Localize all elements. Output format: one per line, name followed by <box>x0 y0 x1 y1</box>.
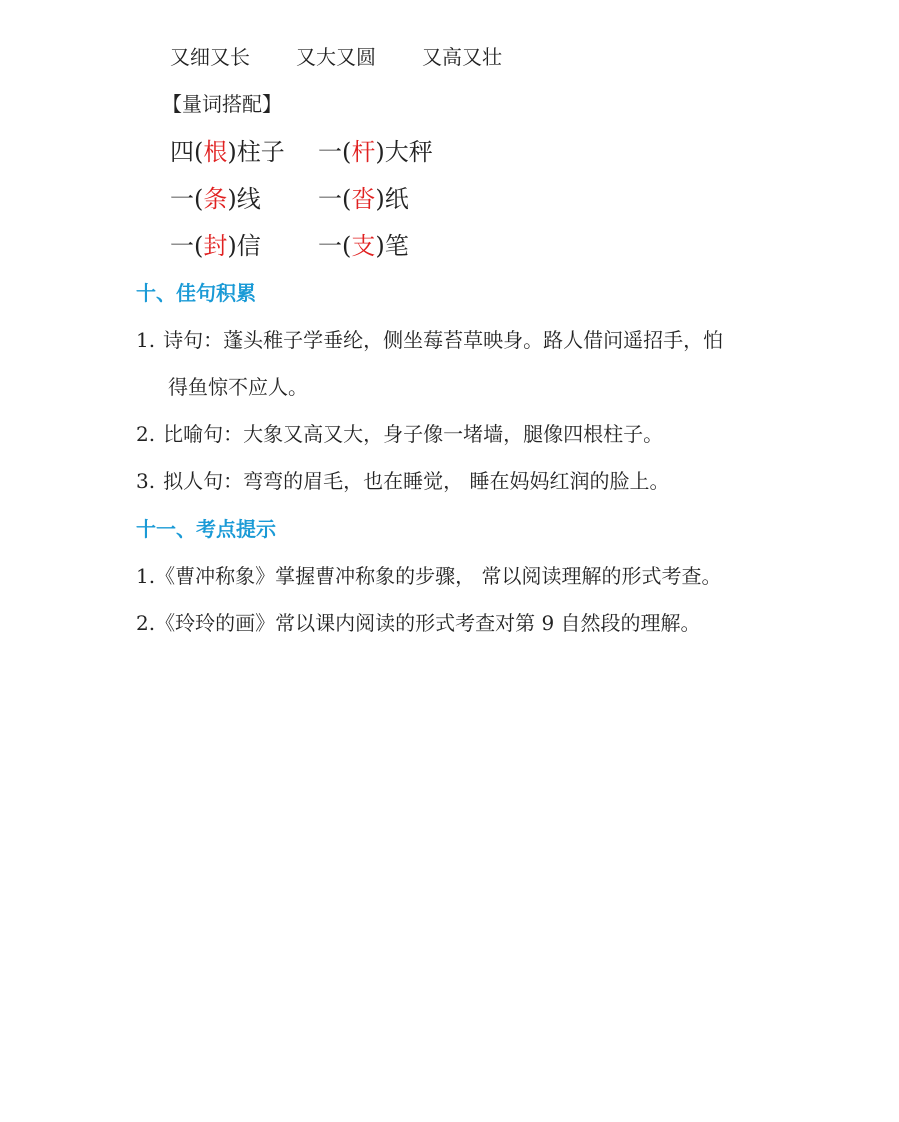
item-text: 拟人句：弯弯的眉毛，也在睡觉， 睡在妈妈红润的脸上。 <box>163 469 670 493</box>
measure-word-row-3 <box>170 230 466 262</box>
mw-suffix: )柱子 <box>227 138 285 166</box>
phrase-row <box>170 43 548 71</box>
section-11-item-2 <box>136 609 701 637</box>
section-10-item-1-line-1 <box>136 326 723 354</box>
item-number: 1. <box>136 328 156 352</box>
mw-suffix: )笔 <box>375 232 409 260</box>
mw-answer: 杆 <box>351 138 376 166</box>
section-10-heading: 十、佳句积累 <box>136 281 256 305</box>
item-number: 3. <box>136 469 156 493</box>
mw-suffix: )信 <box>227 232 261 260</box>
item-number: 2. <box>136 422 156 446</box>
measure-word-item <box>318 136 466 168</box>
mw-prefix: 四( <box>170 138 204 166</box>
mw-answer: 支 <box>351 232 376 260</box>
mw-prefix: 一( <box>318 232 352 260</box>
measure-word-item <box>318 183 466 215</box>
mw-suffix: )纸 <box>375 185 409 213</box>
mw-answer: 封 <box>203 232 228 260</box>
phrase-3: 又高又壮 <box>422 45 502 69</box>
measure-word-item <box>318 230 466 262</box>
measure-word-item <box>170 230 318 262</box>
item-number: 2. <box>136 611 156 635</box>
mw-answer: 根 <box>203 138 228 166</box>
mw-prefix: 一( <box>318 138 352 166</box>
mw-prefix: 一( <box>170 232 204 260</box>
section-10-item-1-line-2: 得鱼惊不应人。 <box>168 375 308 399</box>
item-text: 诗句：蓬头稚子学垂纶，侧坐莓苔草映身。路人借问遥招手，怕 <box>163 328 724 352</box>
mw-answer: 条 <box>203 185 228 213</box>
measure-word-row-1 <box>170 136 466 168</box>
section-11-heading: 十一、考点提示 <box>136 517 276 541</box>
item-text: 《曹冲称象》掌握曹冲称象的步骤， 常以阅读理解的形式考查。 <box>155 564 722 588</box>
measure-word-row-2 <box>170 183 466 215</box>
phrase-2: 又大又圆 <box>296 45 376 69</box>
section-10-item-2 <box>136 420 663 448</box>
item-number: 1. <box>136 564 156 588</box>
mw-prefix: 一( <box>170 185 204 213</box>
item-text: 比喻句：大象又高又大，身子像一堵墙，腿像四根柱子。 <box>163 422 664 446</box>
mw-prefix: 一( <box>318 185 352 213</box>
mw-answer: 沓 <box>351 185 376 213</box>
measure-word-item <box>170 136 318 168</box>
measure-word-item <box>170 183 318 215</box>
item-text: 《玲玲的画》常以课内阅读的形式考查对第 9 自然段的理解。 <box>155 611 701 635</box>
section-10-item-3 <box>136 467 669 495</box>
measure-word-heading: 【量词搭配】 <box>162 92 282 116</box>
mw-suffix: )线 <box>227 185 261 213</box>
phrase-1: 又细又长 <box>170 45 250 69</box>
section-11-item-1 <box>136 562 721 590</box>
mw-suffix: )大秤 <box>375 138 433 166</box>
